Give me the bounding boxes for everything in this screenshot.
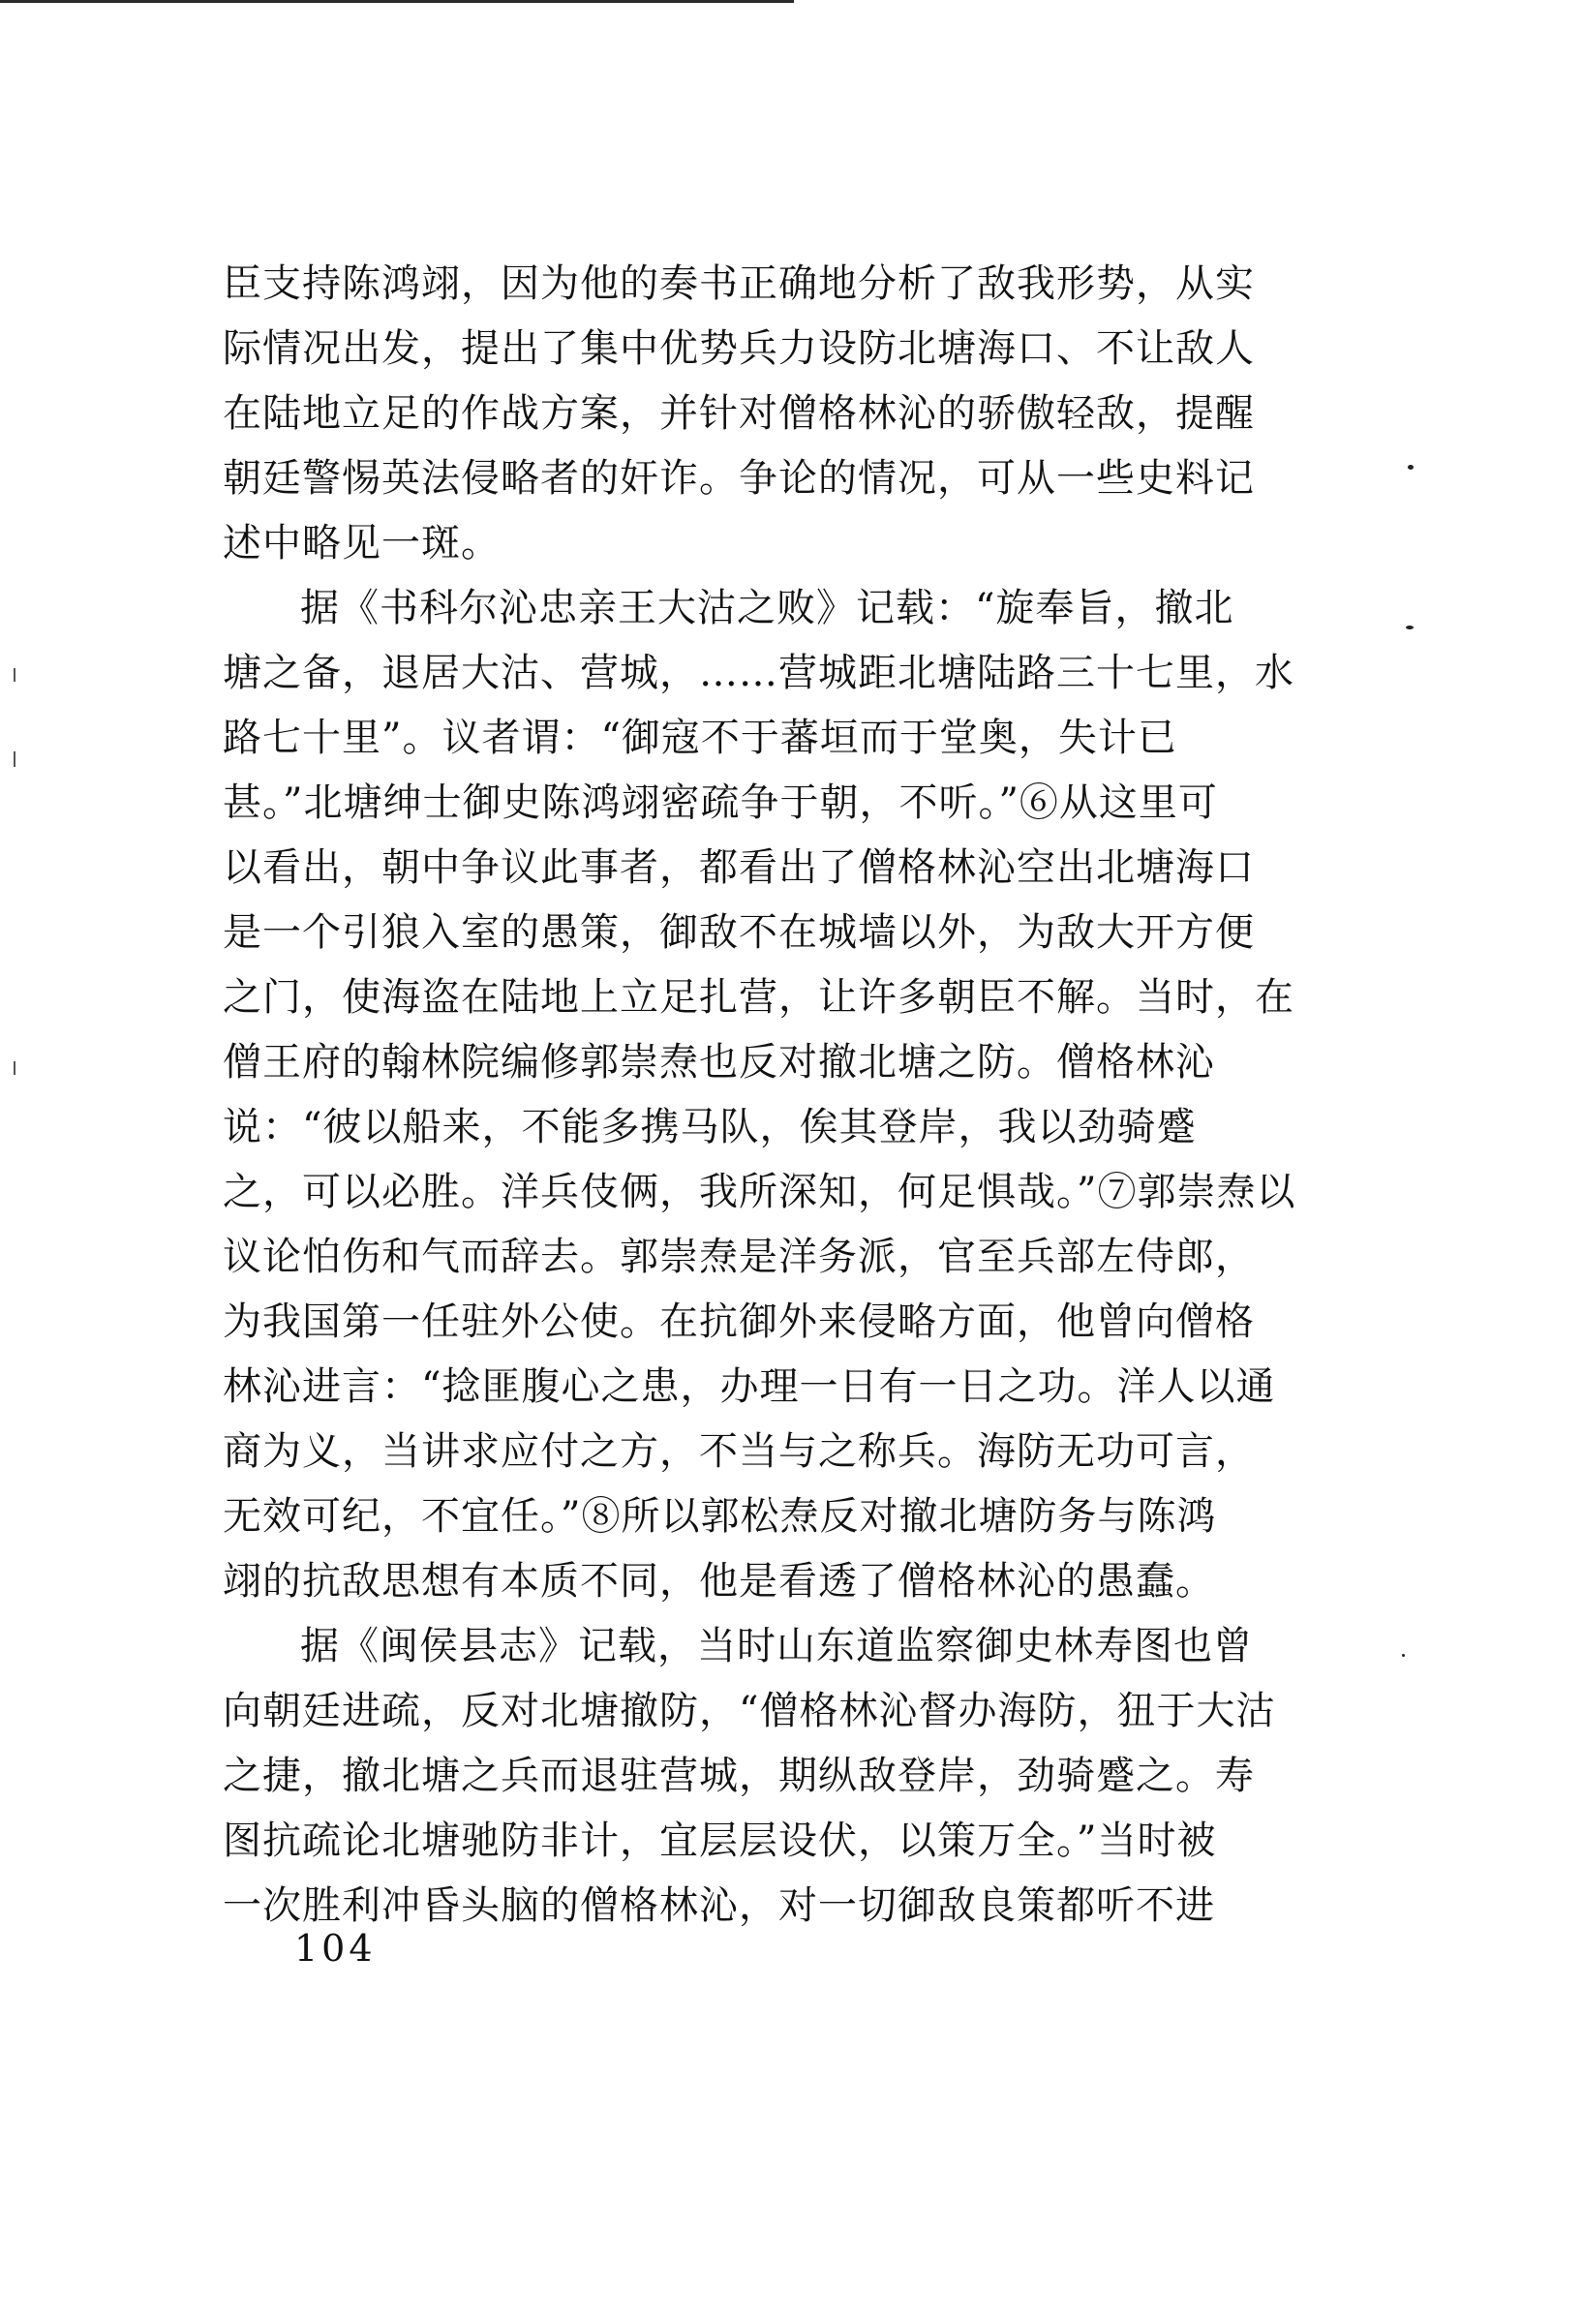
text-line: 之门，使海盗在陆地上立足扎营，让许多朝臣不解。当时，在 <box>223 975 1294 1020</box>
text-line: 翊的抗敌思想有本质不同，他是看透了僧格林沁的愚蠢。 <box>223 1559 1215 1604</box>
page-number: 104 <box>294 1927 377 1970</box>
text-line: 在陆地立足的作战方案，并针对僧格林沁的骄傲轻敌，提醒 <box>223 391 1255 436</box>
top-scan-edge <box>0 0 794 3</box>
text-line: 之捷，撤北塘之兵而退驻营城，期纵敌登岸，劲骑蹙之。寿 <box>223 1754 1255 1798</box>
body-text <box>223 252 1297 1939</box>
text-line: 向朝廷进疏，反对北塘撤防，“僧格林沁督办海防，狃于大沽 <box>223 1689 1276 1733</box>
text-line: 为我国第一任驻外公使。在抗御外来侵略方面，他曾向僧格 <box>223 1300 1255 1344</box>
text-line: 议论怕伤和气而辞去。郭崇焘是洋务派，官至兵部左侍郎， <box>223 1235 1255 1279</box>
text-line: 朝廷警惕英法侵略者的奸诈。争论的情况，可从一些史料记 <box>223 456 1255 501</box>
text-line: 据《闽侯县志》记载，当时山东道监察御史林寿图也曾 <box>300 1624 1253 1668</box>
scan-edge-mark <box>14 668 15 682</box>
text-line: 林沁进言：“捻匪腹心之患，办理一日有一日之功。洋人以通 <box>223 1364 1276 1409</box>
scan-edge-mark <box>14 1061 15 1075</box>
scan-speck <box>1402 1654 1405 1657</box>
scan-speck <box>1408 465 1414 470</box>
text-line: 据《书科尔沁忠亲王大沽之败》记载：“旋奉旨，撤北 <box>300 586 1234 630</box>
text-line: 际情况出发，提出了集中优势兵力设防北塘海口、不让敌人 <box>223 326 1255 371</box>
text-line: 臣支持陈鸿翊，因为他的奏书正确地分析了敌我形势，从实 <box>223 261 1255 306</box>
text-line: 之，可以必胜。洋兵伎俩，我所深知，何足惧哉。”⑦郭崇焘以 <box>223 1170 1296 1214</box>
scan-speck <box>1406 626 1414 629</box>
text-line: 一次胜利冲昏头脑的僧格林沁，对一切御敌良策都听不进 <box>223 1883 1215 1928</box>
text-line: 无效可纪，不宜任。”⑧所以郭松焘反对撤北塘防务与陈鸿 <box>223 1494 1217 1539</box>
text-line: 以看出，朝中争议此事者，都看出了僧格林沁空出北塘海口 <box>223 845 1255 890</box>
scan-edge-mark <box>14 751 15 767</box>
text-line: 路七十里”。议者谓：“御寇不于蕃垣而于堂奥，失计已 <box>223 716 1177 760</box>
text-line: 僧王府的翰林院编修郭崇焘也反对撤北塘之防。僧格林沁 <box>223 1040 1215 1085</box>
text-line: 说：“彼以船来，不能多携马队，俟其登岸，我以劲骑蹙 <box>223 1105 1197 1149</box>
text-line: 是一个引狼入室的愚策，御敌不在城墙以外，为敌大开方便 <box>223 910 1255 955</box>
text-line: 塘之备，退居大沽、营城，……营城距北塘陆路三十七里，水 <box>223 651 1294 695</box>
text-line: 甚。”北塘绅士御史陈鸿翊密疏争于朝，不听。”⑥从这里可 <box>223 780 1218 825</box>
text-line: 商为义，当讲求应付之方，不当与之称兵。海防无功可言， <box>223 1429 1255 1474</box>
text-line: 图抗疏论北塘驰防非计，宜层层设伏，以策万全。”当时被 <box>223 1819 1217 1863</box>
text-line: 述中略见一斑。 <box>223 521 501 566</box>
